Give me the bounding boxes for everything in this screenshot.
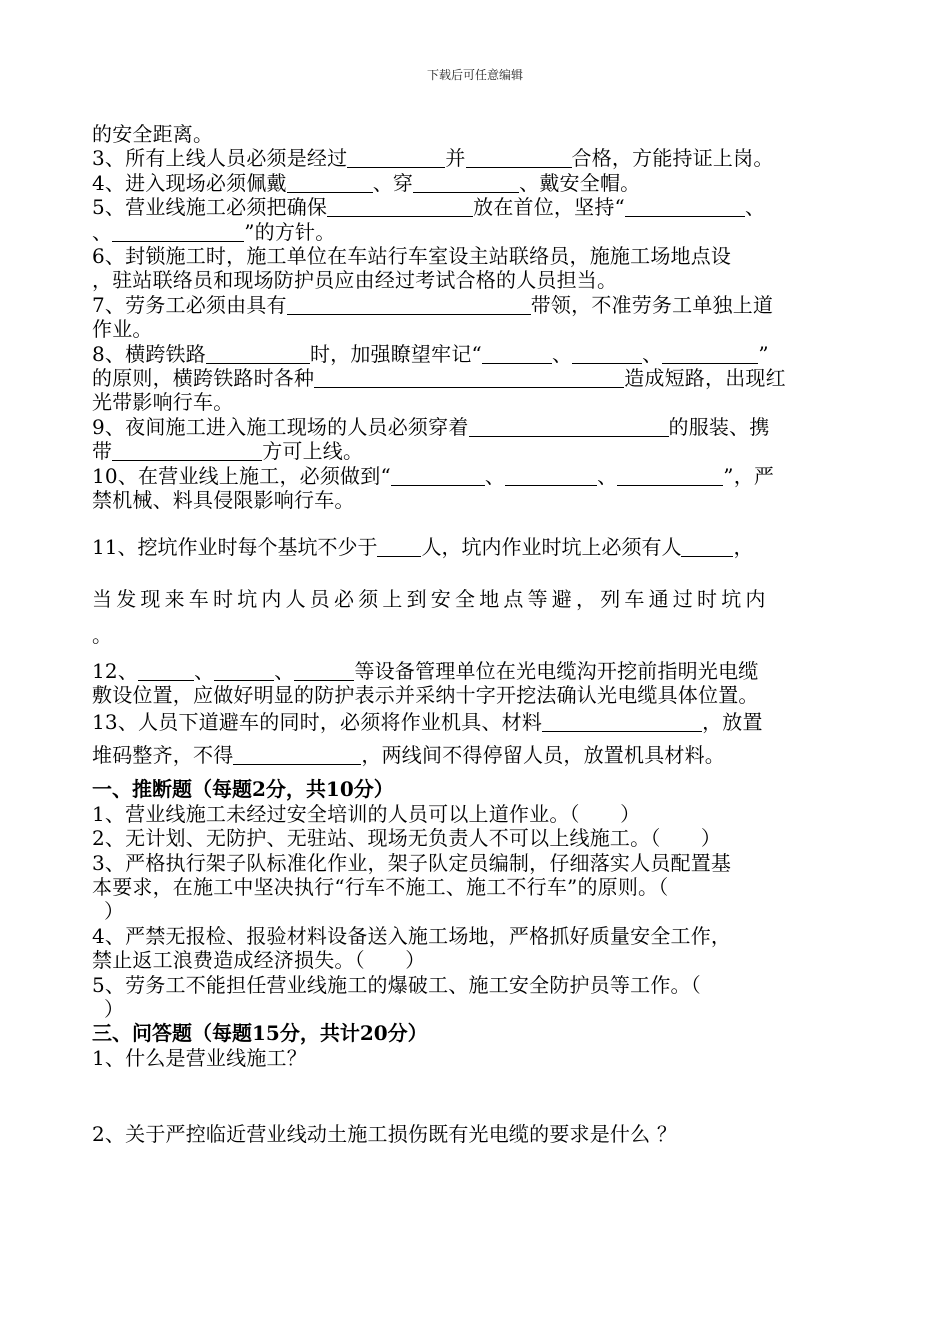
fill-q11-cont xyxy=(92,577,862,621)
judge-q4-cont: 禁止返工浪费造成经济损失。（ ） xyxy=(92,948,426,973)
text: 12、 xyxy=(92,658,139,683)
text: 、 xyxy=(551,341,573,366)
text: 、 xyxy=(484,463,506,488)
text: 9、夜间施工进入施工现场的人员必须穿着 xyxy=(92,414,469,439)
fill-q6-cont xyxy=(92,268,862,292)
section-heading-qa: 三、问答题（每题15分，共计20分） xyxy=(92,1021,428,1046)
text: 方可上线。 xyxy=(262,439,364,464)
answer-blank[interactable] xyxy=(327,196,473,217)
text: ”，严 xyxy=(723,463,775,488)
answer-blank[interactable] xyxy=(377,536,421,557)
text: 合格，方能持证上岗。 xyxy=(571,146,774,171)
fill-q11 xyxy=(92,525,862,569)
text: 时，加强瞭望牢记“ xyxy=(309,341,482,366)
fill-q7 xyxy=(92,293,862,317)
answer-blank[interactable] xyxy=(112,221,244,242)
judge-q4: 4、严禁无报检、报验材料设备送入施工场地，严格抓好质量安全工作， xyxy=(92,923,732,948)
answer-blank[interactable] xyxy=(542,711,702,732)
spacer xyxy=(92,649,862,659)
fill-q7-cont xyxy=(92,317,862,341)
fill-q13 xyxy=(92,707,862,737)
judge-q5: 5、劳务工不能担任营业线施工的爆破工、施工安全防护员等工作。（ xyxy=(92,972,701,997)
text: 3、所有上线人员必须是经过 xyxy=(92,146,348,171)
answer-blank[interactable] xyxy=(466,147,572,168)
answer-blank[interactable] xyxy=(662,343,758,364)
text: 作业。 xyxy=(92,317,153,342)
answer-blank[interactable] xyxy=(294,660,354,681)
answer-blank[interactable] xyxy=(233,744,361,765)
answer-blank[interactable] xyxy=(505,465,597,486)
answer-blank[interactable] xyxy=(287,294,531,315)
text: 、 xyxy=(744,195,766,220)
exam-content xyxy=(92,122,862,1147)
text: ” xyxy=(758,341,769,366)
judge-q3-cont: 本要求，在施工中坚决执行“行车不施工、施工不行车”的原则。（ xyxy=(92,874,669,899)
answer-blank[interactable] xyxy=(482,343,552,364)
text: 禁机械、料具侵限影响行车。 xyxy=(92,488,355,513)
answer-blank[interactable] xyxy=(625,196,745,217)
text: 光带影响行车。 xyxy=(92,390,234,415)
answer-blank[interactable] xyxy=(681,536,733,557)
text: 放在首位，坚持“ xyxy=(473,195,625,220)
answer-blank[interactable] xyxy=(138,660,194,681)
fill-q4 xyxy=(92,171,862,195)
answer-blank[interactable] xyxy=(572,343,642,364)
text: 7、劳务工必须由具有 xyxy=(92,292,287,317)
text: 、 xyxy=(642,341,663,366)
section-heading-judge: 一、推断题（每题2分，共10分） xyxy=(92,777,394,802)
text: ”的方针。 xyxy=(244,219,336,244)
fill-q12 xyxy=(92,659,862,683)
judge-q1: 1、营业线施工未经过安全培训的人员可以上道作业。（ ） xyxy=(92,801,641,826)
qa-q2: 2、关于严控临近营业线动土施工损伤既有光电缆的要求是什么 ？ xyxy=(92,1122,678,1147)
answer-blank[interactable] xyxy=(469,416,669,437)
text: 的服装、携 xyxy=(668,414,770,439)
text: ， xyxy=(733,534,754,559)
fill-q3 xyxy=(92,146,862,170)
fill-q10 xyxy=(92,464,862,488)
fill-q13-cont xyxy=(92,737,862,773)
text: 人，坑内作业时坑上必须有人 xyxy=(421,534,682,559)
text: 、 xyxy=(274,658,295,683)
fill-q5-cont xyxy=(92,220,862,244)
text: 11、挖坑作业时每个基坑不少于 xyxy=(92,534,378,559)
text: 等设备管理单位在光电缆沟开挖前指明光电缆 xyxy=(354,658,759,683)
text: 4、进入现场必须佩戴 xyxy=(92,170,287,195)
judge-q3-cont2: ） xyxy=(104,899,125,924)
answer-blank[interactable] xyxy=(287,172,373,193)
judge-q5-cont: ） xyxy=(104,996,125,1021)
text: 敷设位置，应做好明显的防护表示并采纳十字开挖法确认光电缆具体位置。 xyxy=(92,682,759,707)
text: 、 xyxy=(92,219,113,244)
text: 带 xyxy=(92,439,113,464)
text: 的原则，横跨铁路时各种 xyxy=(92,366,315,391)
fill-q10-cont xyxy=(92,488,862,512)
fill-q9 xyxy=(92,415,862,439)
text: 、 xyxy=(597,463,618,488)
fill-q8 xyxy=(92,342,862,366)
text: 6、封锁施工时，施工单位在车站行车室设主站联络员，施施工场地点设 xyxy=(92,244,732,269)
text: 的安全距离。 xyxy=(92,122,214,146)
text: 并 xyxy=(445,146,466,171)
text: 带领，不准劳务工单独上道 xyxy=(530,292,774,317)
fill-q12-cont xyxy=(92,683,862,707)
qa-q1: 1、什么是营业线施工？ xyxy=(92,1045,307,1070)
fill-q6 xyxy=(92,244,862,268)
text: ，放置 xyxy=(702,710,763,735)
text: 造成短路，出现红 xyxy=(624,366,786,391)
text: ，驻站联络员和现场防护员应由经过考试合格的人员担当。 xyxy=(92,268,618,293)
answer-blank[interactable] xyxy=(206,343,310,364)
text: 堆码整齐，不得 xyxy=(92,743,234,768)
answer-blank[interactable] xyxy=(617,465,723,486)
fill-q8-cont2 xyxy=(92,390,862,414)
answer-space[interactable] xyxy=(92,1070,862,1122)
answer-blank[interactable] xyxy=(413,172,519,193)
text: 。 xyxy=(92,622,112,647)
fill-q5 xyxy=(92,195,862,219)
text: 8、横跨铁路 xyxy=(92,341,206,366)
answer-blank[interactable] xyxy=(214,660,274,681)
text: 、戴安全帽。 xyxy=(519,170,641,195)
judge-q3: 3、严格执行架子队标准化作业，架子队定员编制，仔细落实人员配置基 xyxy=(92,850,732,875)
page-header-note: 下载后可任意编辑 xyxy=(426,68,523,82)
judge-q2: 2、无计划、无防护、无驻站、现场无负责人不可以上线施工。（ ） xyxy=(92,826,722,851)
text: 13、人员下道避车的同时，必须将作业机具、材料 xyxy=(92,710,543,735)
text: 10、在营业线上施工，必须做到“ xyxy=(92,463,391,488)
text: 5、营业线施工必须把确保 xyxy=(92,195,328,220)
text: 、穿 xyxy=(372,170,414,195)
answer-blank[interactable] xyxy=(314,367,624,388)
text: ，两线间不得停留人员，放置机具材料。 xyxy=(361,743,726,768)
text: 当发现来车时坑内人员必须上到安全地点等避，列车通过时坑内 xyxy=(92,586,770,611)
text: 、 xyxy=(194,658,215,683)
fill-q8-cont xyxy=(92,366,862,390)
fill-q11-cont2 xyxy=(92,621,862,649)
fill-q9-cont xyxy=(92,439,862,463)
spacer xyxy=(92,513,862,525)
answer-blank[interactable] xyxy=(347,147,445,168)
answer-blank[interactable] xyxy=(112,440,262,461)
answer-blank[interactable] xyxy=(391,465,485,486)
fill-line xyxy=(92,122,862,146)
